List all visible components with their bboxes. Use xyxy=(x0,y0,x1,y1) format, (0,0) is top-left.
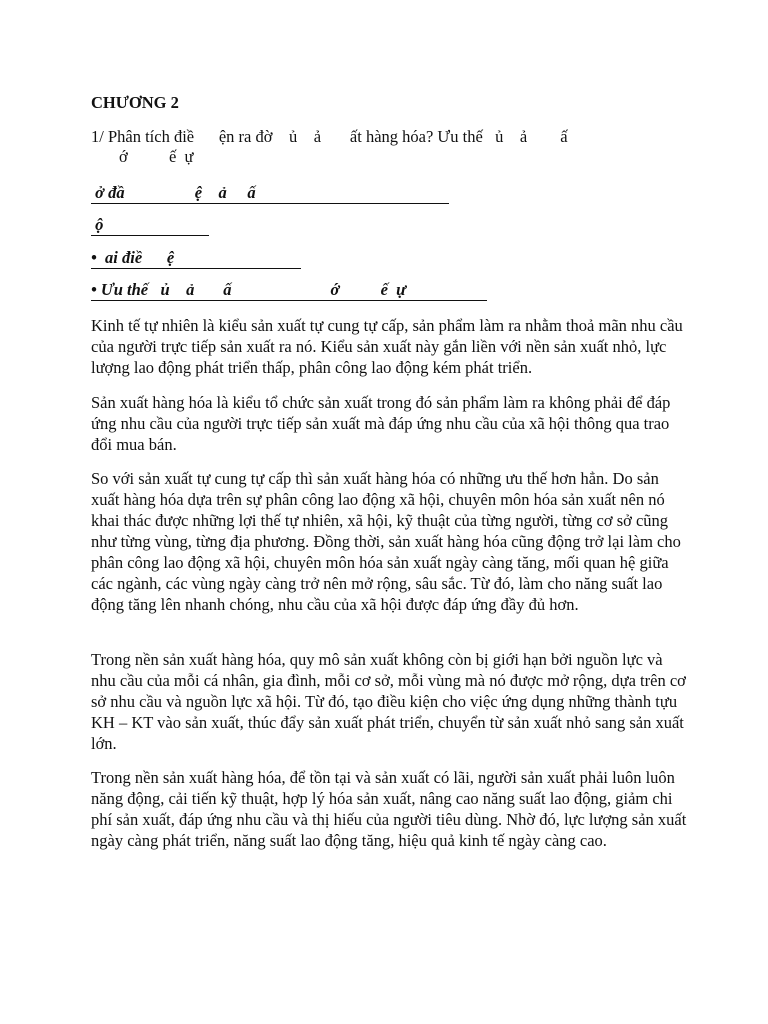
section-heading-4: • Ưu thế ủ ả ấ ớ ế ự xyxy=(91,280,487,301)
paragraph-2: Sản xuất hàng hóa là kiểu tổ chức sản xuất trong đó sản phẩm làm ra không phải để đáp ứng nhu cầu của người trực tiếp sản xuất mà đáp ứng nhu cầu của xã hội thông qua trao đổi mua bán. xyxy=(91,393,671,454)
section-heading-1: ở đầ ệ ả ấ xyxy=(91,183,449,204)
question-line-1: 1/ Phân tích điề ện ra đờ ủ ả ất hàng hóa? Ưu thế ủ ả ấ xyxy=(91,127,568,146)
question-line-2: ớ ế ự xyxy=(119,147,194,166)
paragraph-5: Trong nền sản xuất hàng hóa, để tồn tại và sản xuất có lãi, người sản xuất phải luôn luôn năng động, cải tiến kỹ thuật, hợp lý hóa sản xuất, nâng cao năng suất lao động, giảm chi phí sản xuất, đáp ứng nhu cầu và thị hiếu của người tiêu dùng. Nhờ đó, lực lượng sản xuất ngày càng phát triển, năng suất lao động tăng, hiệu quả kinh tế ngày càng cao. xyxy=(91,768,687,850)
chapter-title: CHƯƠNG 2 xyxy=(91,93,179,112)
paragraph-3: So với sản xuất tự cung tự cấp thì sản xuất hàng hóa có những ưu thế hơn hẳn. Do sản xuất hàng hóa dựa trên sự phân công lao động xã hội, chuyên môn hóa sản xuất nên nó khai thác được những lợi thế tự nhiên, xã hội, kỹ thuật của từng người, từng cơ sở cũng như từng vùng, từng địa phương. Đồng thời, sản xuất hàng hóa cũng động trở lại làm cho phân công lao động xã hội, chuyên môn hóa sản xuất ngày càng tăng, mối quan hệ giữa các ngành, các vùng ngày càng trở nên mở rộng, sâu sắc. Từ đó, làm cho năng suất lao động tăng lên nhanh chóng, nhu cầu của xã hội được đáp ứng đầy đủ hơn. xyxy=(91,469,681,614)
paragraph-1: Kinh tế tự nhiên là kiểu sản xuất tự cung tự cấp, sản phẩm làm ra nhằm thoả mãn nhu cầu của người trực tiếp sản xuất ra nó. Kiểu sản xuất này gắn liền với nền sản xuất nhỏ, lực lượng lao động phát triển thấp, phân công lao động kém phát triển. xyxy=(91,316,683,377)
paragraph-4: Trong nền sản xuất hàng hóa, quy mô sản xuất không còn bị giới hạn bởi nguồn lực và nhu cầu của mỗi cá nhân, gia đình, mỗi cơ sở, mỗi vùng mà nó được mở rộng, dựa trên cơ sở nhu cầu và nguồn lực xã hội. Từ đó, tạo điều kiện cho việc ứng dụng những thành tựu KH – KT vào sản xuất, thúc đẩy sản xuất phát triển, chuyển từ sản xuất nhỏ sang sản xuất lớn. xyxy=(91,650,686,753)
section-heading-2: ộ xyxy=(91,215,209,236)
section-heading-3: • ai điề ệ xyxy=(91,248,301,269)
